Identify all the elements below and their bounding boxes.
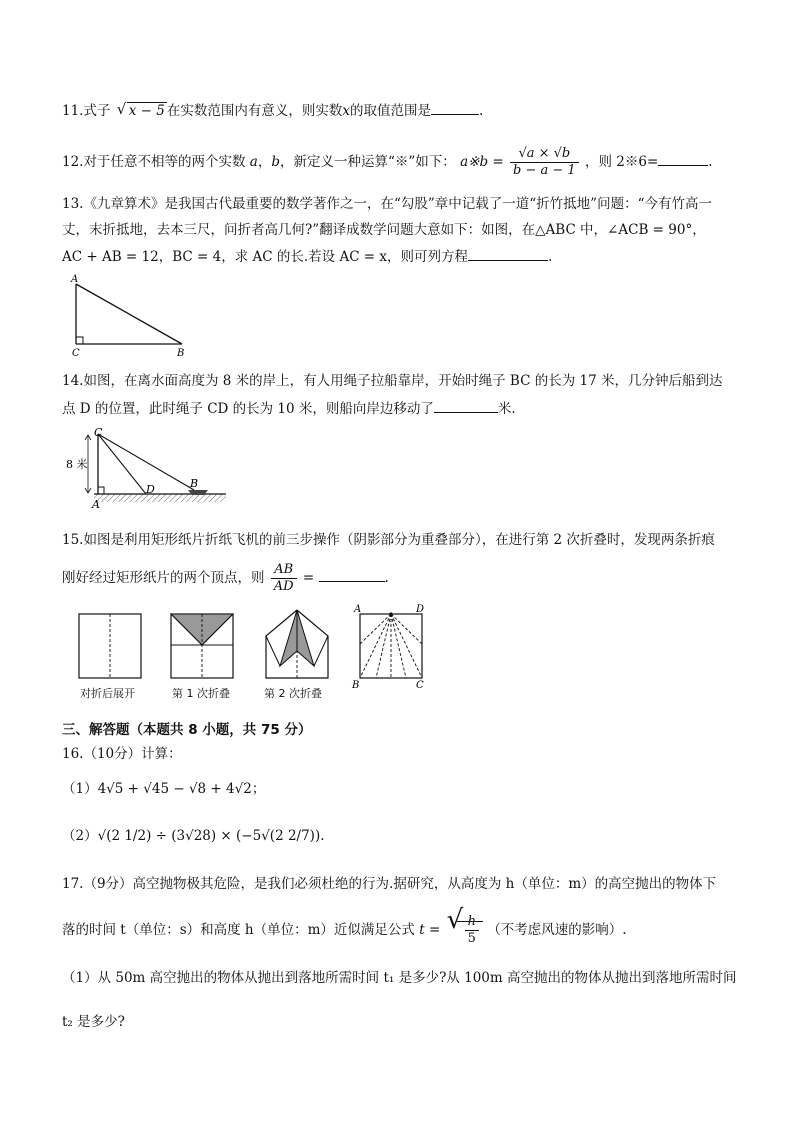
q17-formula-den: 5: [467, 931, 476, 946]
q15-label-c: C: [416, 680, 424, 690]
q13-end: .: [548, 249, 553, 265]
q12-frac-num: √a × √b: [510, 146, 579, 163]
section-3-title: 三、解答题（本题共 8 小题，共 75 分）: [62, 722, 312, 738]
q13-label-b: B: [177, 348, 185, 359]
q17-formula-sqrt: √ $\frac{h}{5}$: [447, 914, 483, 947]
q17-line-2: [62, 905, 627, 947]
q16-head: 16.（10分）计算：: [62, 746, 182, 762]
q12-lhs: a※b =: [460, 154, 504, 170]
q16-part-2: [62, 826, 325, 846]
q11-sqrt: √ x − 5: [116, 100, 165, 119]
q17-part-1: （1）从 50m 高空抛出的物体从抛出到落地所需时间 t₁ 是多少?从 100m 高空抛出的物体从抛出到落地所需时间: [62, 970, 737, 986]
question-12: [62, 146, 713, 179]
q14-label-a: A: [92, 498, 100, 511]
q17-formula-frac: [465, 914, 479, 947]
q13-line-3-text: AC + AB = 12，BC = 4，求 AC 的长.若设 AC = x，则可列方程: [62, 249, 469, 265]
q11-answer-blank[interactable]: [431, 100, 479, 115]
q13-triangle-figure: [66, 274, 196, 360]
q13-line-1: 13.《九章算术》是我国古代最重要的数学著作之一，在“勾股”章中记载了一道“折竹抵地”问题：“今有竹高一: [62, 196, 712, 212]
q15-label-b: B: [352, 680, 360, 690]
q14-label-d: D: [146, 483, 155, 496]
q15-frac-den: AD: [273, 579, 294, 594]
q12-frac-den: b − a − 1: [513, 163, 576, 178]
q17-formula-lhs: t =: [419, 922, 441, 938]
q15-caption-2: 第 1 次折叠: [172, 687, 230, 700]
q16-part-1-end: ；: [251, 781, 266, 797]
q14-line-1: 14.如图，在离水面高度为 8 米的岸上，有人用绳子拉船靠岸，开始时绳子 BC 的长为 17 米，几分钟后船到达: [62, 373, 723, 389]
q16-part-2-end: .: [320, 828, 325, 844]
q16-part-1: [62, 779, 265, 799]
q15-fig-rect-abcd: [350, 602, 430, 690]
q15-line-2-text: 刚好经过矩形纸片的两个顶点，则: [62, 570, 265, 586]
q16-part-1-label: （1）: [62, 781, 98, 797]
q11-text-2: 在实数范围内有意义，则实数: [166, 103, 343, 119]
q14-water: [94, 494, 226, 502]
q12-answer-blank[interactable]: [658, 151, 708, 166]
q12-a: a: [249, 154, 258, 170]
q11-number: 11.: [62, 103, 84, 119]
q12-end: .: [708, 154, 713, 170]
q14-label-b: B: [190, 477, 199, 490]
q15-fig-unfold: [78, 610, 144, 680]
q12-fraction: [510, 146, 579, 179]
q15-fig-fold-1: [170, 610, 236, 680]
q12-sep: ，: [257, 154, 272, 170]
q15-line-1: 15.如图是利用矩形纸片折纸飞机的前三步操作（阴影部分为重叠部分），在进行第 2 次折叠时，发现两条折痕: [62, 532, 715, 548]
q17-line-1: 17.（9分）高空抛物极其危险，是我们必须杜绝的行为.据研究，从高度为 h（单位：m）的高空抛出的物体下: [62, 876, 717, 892]
q12-b: b: [271, 154, 280, 170]
q15-eq: =: [302, 570, 315, 586]
q15-label-a: A: [354, 604, 362, 615]
q17-line-2-post: （不考虑风速的影响）.: [487, 922, 627, 938]
q11-text: 式子: [83, 103, 111, 119]
q17-line-2-text: 落的时间 t（单位：s）和高度 h（单位：m）近似满足公式: [62, 922, 415, 938]
q11-var: x: [342, 103, 351, 119]
q16-part-1-expr: 4√5 + √45 − √8 + 4√2: [97, 781, 252, 797]
q14-end: 米.: [497, 401, 516, 417]
q13-line-2: 丈，末折抵地，去本三尺，问折者高几何?”翻译成数学问题大意如下：如图，在△ABC 中，∠ACB = 90°，: [62, 222, 706, 238]
q15-fraction: [271, 562, 297, 595]
q12-text: 对于任意不相等的两个实数: [83, 154, 246, 170]
q13-label-c: C: [72, 348, 80, 359]
q11-radicand: x − 5: [128, 103, 165, 119]
q17-formula-num: h: [465, 914, 479, 931]
q14-boat-figure: [66, 424, 236, 512]
q13-label-a: A: [71, 274, 79, 285]
q14-height-label: 8 米: [66, 458, 88, 471]
q14-answer-blank[interactable]: [434, 398, 498, 413]
q15-line-2: [62, 562, 389, 595]
q14-label-c: C: [94, 426, 103, 439]
q15-label-d: D: [416, 604, 425, 615]
question-11: [62, 100, 483, 121]
q13-answer-blank[interactable]: [468, 246, 548, 261]
q11-end: .: [479, 103, 484, 119]
q15-frac-num: AB: [271, 562, 297, 579]
q15-fig-fold-2: [262, 606, 332, 682]
q13-line-3: [62, 246, 552, 267]
q17-part-1b: t₂ 是多少?: [62, 1014, 125, 1030]
q14-line-2: [62, 398, 516, 419]
q12-number: 12.: [62, 154, 84, 170]
q16-part-2-expr: √(2 1/2) ÷ (3√28) × (−5√(2 2/7)): [97, 828, 321, 844]
q15-end: .: [384, 570, 389, 586]
q14-line-2-text: 点 D 的位置，此时绳子 CD 的长为 10 米，则船向岸边移动了: [62, 401, 434, 417]
q15-caption-1: 对折后展开: [80, 687, 135, 700]
q15-caption-3: 第 2 次折叠: [264, 687, 322, 700]
q11-text-3: 的取值范围是: [350, 103, 432, 119]
q12-text-2: ，新定义一种运算“※”如下：: [280, 154, 456, 170]
q15-answer-blank[interactable]: [319, 567, 385, 582]
q16-part-2-label: （2）: [62, 828, 98, 844]
q12-text-3: ，则 2※6=: [584, 154, 659, 170]
